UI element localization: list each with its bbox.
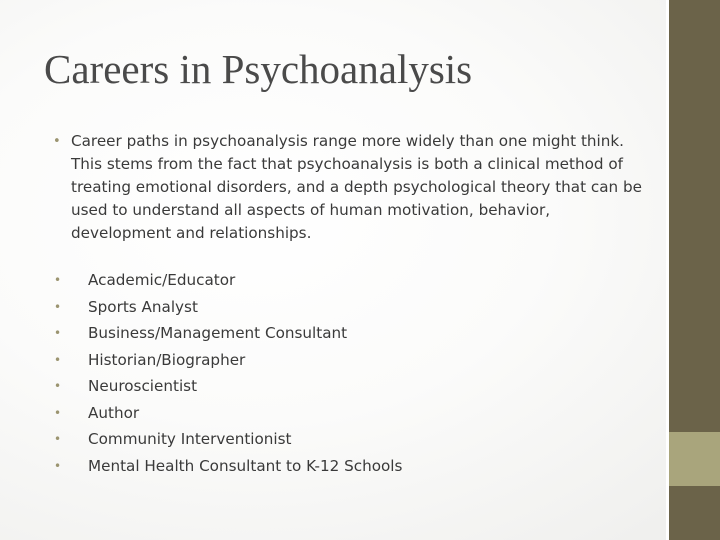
intro-bullet-icon: • [53, 134, 61, 149]
bullet-icon: • [54, 326, 62, 340]
career-label: Neuroscientist [88, 377, 198, 395]
career-label: Author [88, 403, 140, 422]
bullet-icon: • [54, 458, 62, 473]
bullet-icon: • [54, 405, 62, 420]
bullet-icon: • [54, 352, 62, 367]
bullet-icon: • [54, 379, 62, 393]
side-accent-block [669, 432, 720, 486]
bullet-icon: • [54, 299, 62, 314]
slide-title: Careers in Psychoanalysis [44, 46, 473, 92]
career-label: Mental Health Consultant to K-12 Schools [88, 456, 403, 475]
career-label: Academic/Educator [88, 271, 236, 289]
bullet-icon: • [54, 432, 62, 446]
intro-paragraph [53, 130, 643, 245]
career-label: Sports Analyst [88, 297, 198, 316]
intro-text: Career paths in psychoanalysis range more widely than one might think. This stems from the fact that psychoanalysis is both a clinical method of treating emotional disorders, and a depth psychological theory that can be used to understand all aspects of human motivation, behavior, development and relationships. [71, 132, 642, 242]
career-label: Business/Management Consultant [88, 324, 348, 342]
career-label: Community Interventionist [88, 430, 292, 448]
career-label: Historian/Biographer [88, 350, 246, 369]
bullet-icon: • [54, 273, 62, 287]
